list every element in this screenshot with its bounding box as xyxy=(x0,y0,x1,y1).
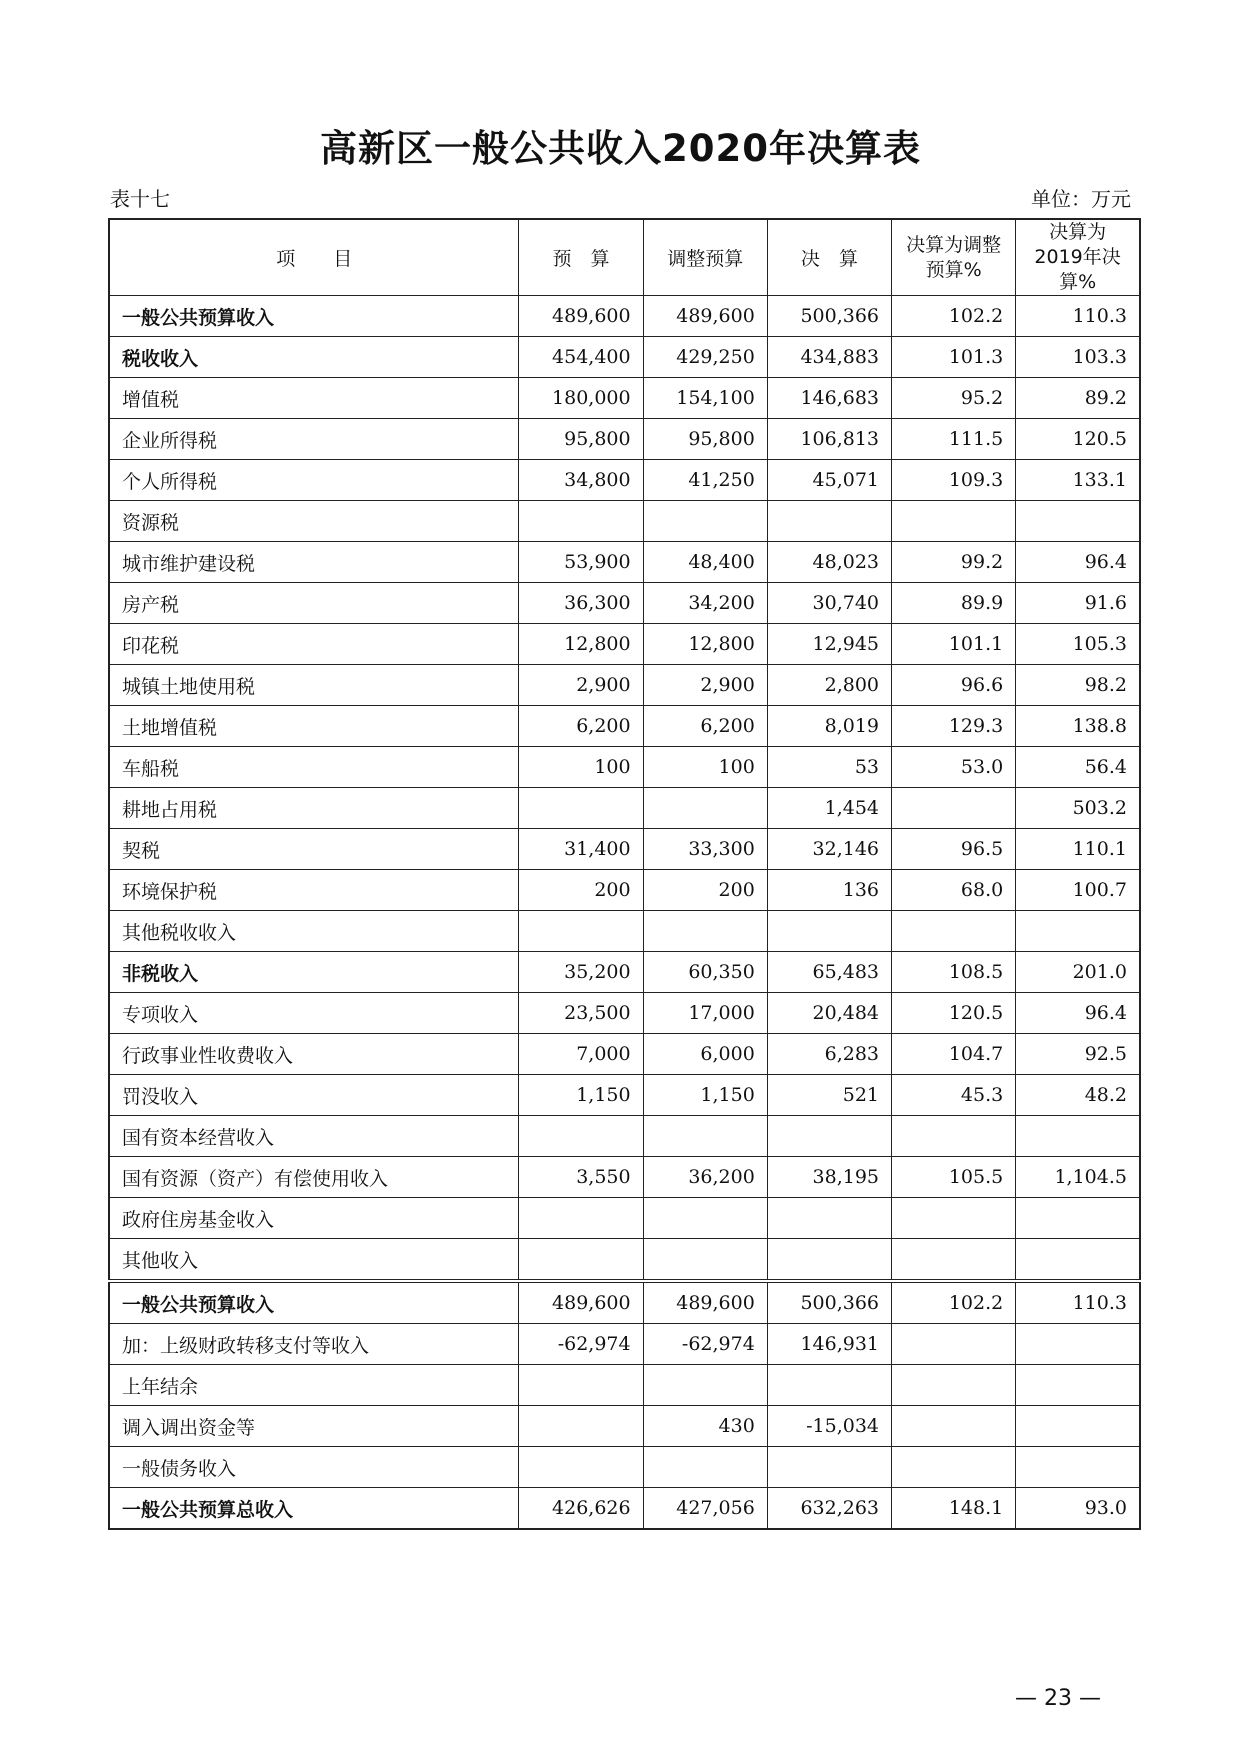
row-item-name: 调入调出资金等 xyxy=(109,1406,519,1447)
row-item-name: 车船税 xyxy=(109,747,519,788)
cell-pct-adjusted xyxy=(892,1365,1016,1406)
table-row xyxy=(109,1447,1140,1488)
cell-pct-2019: 93.0 xyxy=(1016,1488,1140,1530)
cell-budget xyxy=(519,1198,643,1239)
row-item-name: 上年结余 xyxy=(109,1365,519,1406)
cell-adjusted: 1,150 xyxy=(643,1075,767,1116)
cell-budget: 34,800 xyxy=(519,460,643,501)
row-item-name: 税收收入 xyxy=(109,337,519,378)
cell-final: 146,931 xyxy=(767,1324,891,1365)
cell-budget: 31,400 xyxy=(519,829,643,870)
table-row xyxy=(109,378,1140,419)
cell-adjusted: 34,200 xyxy=(643,583,767,624)
row-item-name: 个人所得税 xyxy=(109,460,519,501)
header-row xyxy=(109,219,1140,296)
cell-pct-adjusted xyxy=(892,1116,1016,1157)
page-number: — 23 — xyxy=(1015,1686,1101,1711)
cell-adjusted: -62,974 xyxy=(643,1324,767,1365)
table-row xyxy=(109,460,1140,501)
cell-pct-adjusted xyxy=(892,1447,1016,1488)
table-row xyxy=(109,1157,1140,1198)
row-item-name: 专项收入 xyxy=(109,993,519,1034)
cell-pct-2019 xyxy=(1016,1447,1140,1488)
cell-final: 20,484 xyxy=(767,993,891,1034)
cell-budget xyxy=(519,1447,643,1488)
row-item-name: 一般公共预算总收入 xyxy=(109,1488,519,1530)
table-code: 表十七 xyxy=(110,187,170,211)
cell-pct-2019: 56.4 xyxy=(1016,747,1140,788)
table-row xyxy=(109,419,1140,460)
cell-final: 48,023 xyxy=(767,542,891,583)
row-item-name: 其他税收收入 xyxy=(109,911,519,952)
cell-pct-2019: 110.3 xyxy=(1016,1281,1140,1324)
cell-pct-2019: 120.5 xyxy=(1016,419,1140,460)
cell-budget xyxy=(519,501,643,542)
row-item-name: 政府住房基金收入 xyxy=(109,1198,519,1239)
cell-adjusted xyxy=(643,1239,767,1282)
row-item-name: 房产税 xyxy=(109,583,519,624)
cell-adjusted xyxy=(643,1198,767,1239)
cell-budget xyxy=(519,788,643,829)
cell-adjusted: 48,400 xyxy=(643,542,767,583)
cell-pct-adjusted: 111.5 xyxy=(892,419,1016,460)
cell-pct-adjusted xyxy=(892,1239,1016,1282)
cell-pct-2019: 98.2 xyxy=(1016,665,1140,706)
row-item-name: 耕地占用税 xyxy=(109,788,519,829)
header-item: 项 目 xyxy=(109,219,519,296)
table-row xyxy=(109,747,1140,788)
table-row xyxy=(109,1365,1140,1406)
row-item-name: 增值税 xyxy=(109,378,519,419)
cell-final: 500,366 xyxy=(767,1281,891,1324)
cell-final xyxy=(767,1239,891,1282)
table-row xyxy=(109,1198,1140,1239)
cell-adjusted xyxy=(643,501,767,542)
cell-adjusted xyxy=(643,788,767,829)
row-item-name: 城市维护建设税 xyxy=(109,542,519,583)
cell-pct-adjusted: 101.3 xyxy=(892,337,1016,378)
cell-final: 146,683 xyxy=(767,378,891,419)
cell-pct-adjusted: 68.0 xyxy=(892,870,1016,911)
cell-pct-adjusted: 104.7 xyxy=(892,1034,1016,1075)
row-item-name: 非税收入 xyxy=(109,952,519,993)
cell-pct-adjusted: 102.2 xyxy=(892,1281,1016,1324)
cell-pct-2019 xyxy=(1016,1198,1140,1239)
row-item-name: 契税 xyxy=(109,829,519,870)
cell-pct-2019: 105.3 xyxy=(1016,624,1140,665)
cell-adjusted: 95,800 xyxy=(643,419,767,460)
cell-adjusted: 489,600 xyxy=(643,1281,767,1324)
cell-pct-adjusted xyxy=(892,501,1016,542)
table-row xyxy=(109,706,1140,747)
cell-pct-2019 xyxy=(1016,1116,1140,1157)
table-row xyxy=(109,1281,1140,1324)
table-row xyxy=(109,1034,1140,1075)
cell-adjusted: 6,000 xyxy=(643,1034,767,1075)
cell-budget: 426,626 xyxy=(519,1488,643,1530)
table-row xyxy=(109,1075,1140,1116)
cell-adjusted: 60,350 xyxy=(643,952,767,993)
cell-adjusted xyxy=(643,1365,767,1406)
cell-pct-adjusted: 120.5 xyxy=(892,993,1016,1034)
row-item-name: 一般公共预算收入 xyxy=(109,296,519,337)
cell-budget: 53,900 xyxy=(519,542,643,583)
cell-adjusted: 154,100 xyxy=(643,378,767,419)
cell-final xyxy=(767,1198,891,1239)
cell-pct-adjusted: 89.9 xyxy=(892,583,1016,624)
cell-final: 1,454 xyxy=(767,788,891,829)
table-row xyxy=(109,501,1140,542)
cell-pct-adjusted xyxy=(892,788,1016,829)
cell-pct-adjusted: 96.6 xyxy=(892,665,1016,706)
cell-pct-2019: 138.8 xyxy=(1016,706,1140,747)
cell-final: 30,740 xyxy=(767,583,891,624)
table-row xyxy=(109,1324,1140,1365)
cell-pct-adjusted: 105.5 xyxy=(892,1157,1016,1198)
cell-pct-adjusted xyxy=(892,1198,1016,1239)
cell-pct-2019 xyxy=(1016,1406,1140,1447)
cell-pct-2019: 48.2 xyxy=(1016,1075,1140,1116)
cell-adjusted: 427,056 xyxy=(643,1488,767,1530)
cell-budget: 36,300 xyxy=(519,583,643,624)
row-item-name: 企业所得税 xyxy=(109,419,519,460)
cell-final: 32,146 xyxy=(767,829,891,870)
budget-table xyxy=(108,218,1141,1530)
cell-pct-2019: 110.3 xyxy=(1016,296,1140,337)
cell-final: 45,071 xyxy=(767,460,891,501)
cell-final xyxy=(767,1116,891,1157)
table-row xyxy=(109,1116,1140,1157)
cell-adjusted: 430 xyxy=(643,1406,767,1447)
table-row xyxy=(109,296,1140,337)
header-pct-2019: 决算为2019年决算% xyxy=(1016,219,1140,296)
cell-budget xyxy=(519,1239,643,1282)
row-item-name: 其他收入 xyxy=(109,1239,519,1282)
cell-pct-adjusted: 45.3 xyxy=(892,1075,1016,1116)
row-item-name: 国有资源（资产）有偿使用收入 xyxy=(109,1157,519,1198)
cell-adjusted: 12,800 xyxy=(643,624,767,665)
table-row xyxy=(109,911,1140,952)
cell-budget: 2,900 xyxy=(519,665,643,706)
table-row xyxy=(109,624,1140,665)
cell-budget: 180,000 xyxy=(519,378,643,419)
header-budget: 预 算 xyxy=(519,219,643,296)
page-title: 高新区一般公共收入2020年决算表 xyxy=(320,127,921,170)
cell-adjusted xyxy=(643,1116,767,1157)
cell-pct-2019: 91.6 xyxy=(1016,583,1140,624)
row-item-name: 一般公共预算收入 xyxy=(109,1281,519,1324)
cell-pct-adjusted xyxy=(892,911,1016,952)
cell-budget xyxy=(519,1116,643,1157)
table-row xyxy=(109,1239,1140,1282)
table-row xyxy=(109,1488,1140,1530)
cell-pct-2019: 96.4 xyxy=(1016,993,1140,1034)
cell-pct-2019 xyxy=(1016,1239,1140,1282)
cell-budget: 12,800 xyxy=(519,624,643,665)
cell-final: 38,195 xyxy=(767,1157,891,1198)
cell-final xyxy=(767,1365,891,1406)
cell-budget xyxy=(519,1406,643,1447)
unit-label: 单位：万元 xyxy=(1031,187,1131,211)
cell-adjusted xyxy=(643,911,767,952)
cell-adjusted: 200 xyxy=(643,870,767,911)
cell-budget: 100 xyxy=(519,747,643,788)
cell-pct-adjusted xyxy=(892,1324,1016,1365)
cell-pct-2019: 133.1 xyxy=(1016,460,1140,501)
header-pct-adjusted: 决算为调整预算% xyxy=(892,219,1016,296)
cell-pct-2019: 96.4 xyxy=(1016,542,1140,583)
cell-budget xyxy=(519,1365,643,1406)
cell-pct-adjusted: 148.1 xyxy=(892,1488,1016,1530)
row-item-name: 加：上级财政转移支付等收入 xyxy=(109,1324,519,1365)
cell-final xyxy=(767,911,891,952)
table-row xyxy=(109,583,1140,624)
table-row xyxy=(109,1406,1140,1447)
cell-pct-2019: 103.3 xyxy=(1016,337,1140,378)
cell-final: 136 xyxy=(767,870,891,911)
row-item-name: 城镇土地使用税 xyxy=(109,665,519,706)
cell-budget: -62,974 xyxy=(519,1324,643,1365)
cell-final xyxy=(767,501,891,542)
cell-pct-2019: 1,104.5 xyxy=(1016,1157,1140,1198)
cell-adjusted: 36,200 xyxy=(643,1157,767,1198)
header-final: 决 算 xyxy=(767,219,891,296)
table-row xyxy=(109,542,1140,583)
cell-budget: 35,200 xyxy=(519,952,643,993)
cell-pct-adjusted: 96.5 xyxy=(892,829,1016,870)
cell-adjusted xyxy=(643,1447,767,1488)
cell-budget: 489,600 xyxy=(519,1281,643,1324)
cell-pct-2019 xyxy=(1016,1324,1140,1365)
cell-pct-2019: 89.2 xyxy=(1016,378,1140,419)
cell-budget: 6,200 xyxy=(519,706,643,747)
cell-final: 632,263 xyxy=(767,1488,891,1530)
row-item-name: 国有资本经营收入 xyxy=(109,1116,519,1157)
table-row xyxy=(109,788,1140,829)
cell-adjusted: 6,200 xyxy=(643,706,767,747)
cell-final: 6,283 xyxy=(767,1034,891,1075)
cell-pct-2019 xyxy=(1016,501,1140,542)
cell-final: 8,019 xyxy=(767,706,891,747)
row-item-name: 一般债务收入 xyxy=(109,1447,519,1488)
row-item-name: 印花税 xyxy=(109,624,519,665)
cell-budget: 1,150 xyxy=(519,1075,643,1116)
cell-adjusted: 41,250 xyxy=(643,460,767,501)
cell-budget: 489,600 xyxy=(519,296,643,337)
table-row xyxy=(109,337,1140,378)
cell-final xyxy=(767,1447,891,1488)
cell-pct-adjusted: 108.5 xyxy=(892,952,1016,993)
cell-pct-2019: 110.1 xyxy=(1016,829,1140,870)
cell-pct-2019: 503.2 xyxy=(1016,788,1140,829)
row-item-name: 资源税 xyxy=(109,501,519,542)
cell-pct-2019: 92.5 xyxy=(1016,1034,1140,1075)
table-row xyxy=(109,665,1140,706)
cell-budget: 95,800 xyxy=(519,419,643,460)
cell-budget: 23,500 xyxy=(519,993,643,1034)
cell-pct-2019: 201.0 xyxy=(1016,952,1140,993)
header-adjusted: 调整预算 xyxy=(643,219,767,296)
cell-pct-adjusted: 53.0 xyxy=(892,747,1016,788)
cell-pct-adjusted: 101.1 xyxy=(892,624,1016,665)
row-item-name: 罚没收入 xyxy=(109,1075,519,1116)
cell-pct-adjusted: 109.3 xyxy=(892,460,1016,501)
cell-pct-2019: 100.7 xyxy=(1016,870,1140,911)
cell-budget: 200 xyxy=(519,870,643,911)
cell-adjusted: 100 xyxy=(643,747,767,788)
cell-pct-2019 xyxy=(1016,1365,1140,1406)
table-row xyxy=(109,829,1140,870)
cell-adjusted: 17,000 xyxy=(643,993,767,1034)
cell-final: 106,813 xyxy=(767,419,891,460)
cell-final: 521 xyxy=(767,1075,891,1116)
cell-budget: 454,400 xyxy=(519,337,643,378)
cell-final: 434,883 xyxy=(767,337,891,378)
table-row xyxy=(109,993,1140,1034)
cell-pct-2019 xyxy=(1016,911,1140,952)
cell-pct-adjusted: 95.2 xyxy=(892,378,1016,419)
row-item-name: 环境保护税 xyxy=(109,870,519,911)
cell-pct-adjusted: 99.2 xyxy=(892,542,1016,583)
cell-pct-adjusted: 129.3 xyxy=(892,706,1016,747)
cell-adjusted: 489,600 xyxy=(643,296,767,337)
cell-adjusted: 429,250 xyxy=(643,337,767,378)
cell-final: -15,034 xyxy=(767,1406,891,1447)
cell-final: 53 xyxy=(767,747,891,788)
cell-budget: 3,550 xyxy=(519,1157,643,1198)
cell-final: 2,800 xyxy=(767,665,891,706)
cell-budget xyxy=(519,911,643,952)
row-item-name: 行政事业性收费收入 xyxy=(109,1034,519,1075)
cell-adjusted: 2,900 xyxy=(643,665,767,706)
table-row xyxy=(109,952,1140,993)
cell-pct-adjusted: 102.2 xyxy=(892,296,1016,337)
cell-budget: 7,000 xyxy=(519,1034,643,1075)
cell-adjusted: 33,300 xyxy=(643,829,767,870)
table-row xyxy=(109,870,1140,911)
cell-final: 65,483 xyxy=(767,952,891,993)
cell-pct-adjusted xyxy=(892,1406,1016,1447)
row-item-name: 土地增值税 xyxy=(109,706,519,747)
cell-final: 12,945 xyxy=(767,624,891,665)
cell-final: 500,366 xyxy=(767,296,891,337)
